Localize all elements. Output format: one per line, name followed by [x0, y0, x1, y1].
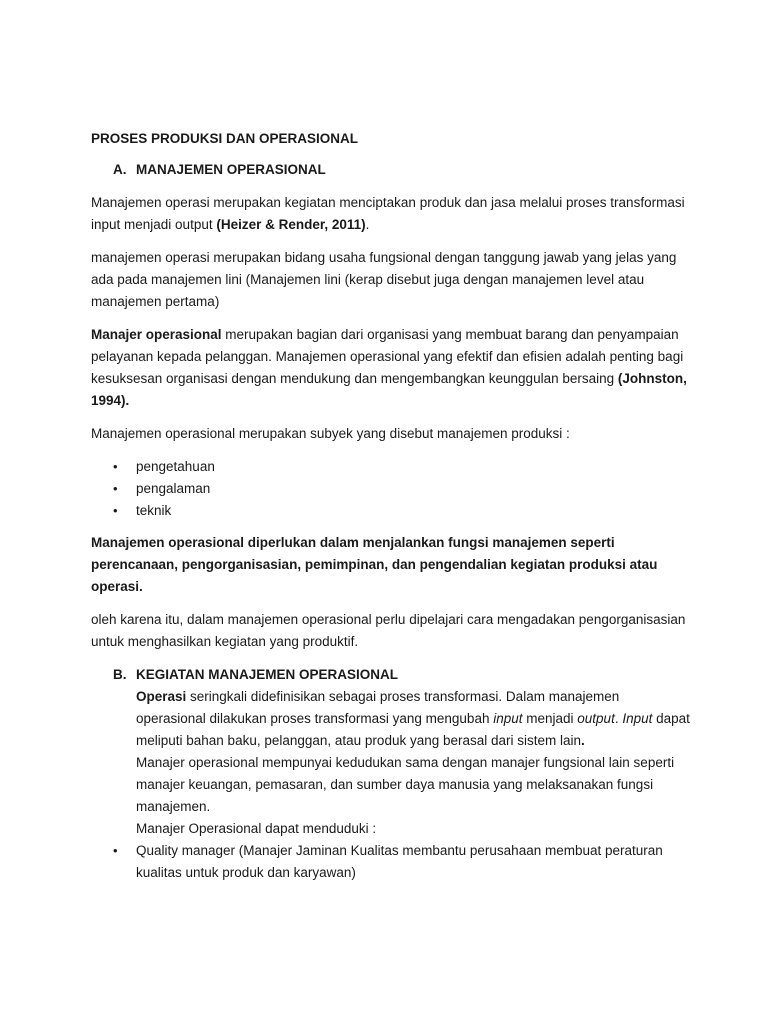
section-b-text-1: seringkali didefinisikan sebagai proses transformasi. Dalam manajemen operasional dilakukan proses transformasi yang mengubah	[136, 689, 620, 726]
term-input: input	[493, 711, 523, 726]
citation-johnston: (Johnston, 1994)	[91, 371, 687, 408]
paragraph-1	[91, 192, 691, 236]
bullet-icon: •	[113, 459, 118, 474]
paragraph-3-text: merupakan bagian dari organisasi yang membuat barang dan penyampaian pelayanan kepada pelanggan. Manajemen operasional yang efektif dan efisien adalah penting bagi kesuksesan organisasi dengan mendukung dan mengembangkan keunggulan bersaing	[91, 327, 684, 386]
paragraph-1-text: Manajemen operasi merupakan kegiatan menciptakan produk dan jasa melalui proses transformasi input menjadi output	[91, 195, 685, 232]
section-b-paragraph-3: Manajer Operasional dapat menduduki :	[136, 821, 377, 836]
document-content	[91, 128, 691, 894]
list-item	[91, 500, 691, 522]
list-item-text: pengetahuan	[136, 459, 215, 474]
paragraph-1-end: .	[365, 217, 370, 232]
citation-heizer: (Heizer & Render, 2011)	[216, 217, 366, 232]
term-operasi: Operasi	[136, 689, 187, 704]
bullet-icon: •	[113, 503, 118, 518]
paragraph-3	[91, 324, 691, 412]
list-item	[91, 840, 691, 884]
section-b-text-4: dapat meliputi bahan baku, pelanggan, atau produk yang berasal dari sistem lain	[136, 711, 690, 748]
section-b	[91, 664, 691, 884]
section-a-heading	[91, 159, 691, 181]
term-manajer-operasional: Manajer operasional	[91, 327, 222, 342]
section-a-title: MANAJEMEN OPERASIONAL	[136, 162, 326, 177]
bullet-icon: •	[113, 843, 118, 858]
section-b-letter: B.	[113, 667, 127, 682]
section-b-text-2: menjadi	[522, 711, 578, 726]
paragraph-5: Manajemen operasional diperlukan dalam menjalankan fungsi manajemen seperti perencanaan, pengorganisasian, pemimpinan, dan pengendalian kegiatan produksi atau operasi.	[91, 535, 658, 594]
term-input-2: Input	[622, 711, 653, 726]
list-item	[91, 456, 691, 478]
section-a-letter: A.	[113, 162, 127, 177]
list-item-text: teknik	[136, 503, 172, 518]
bullet-icon: •	[113, 481, 118, 496]
list-item-text: Quality manager (Manajer Jaminan Kualitas membantu perusahaan membuat peraturan kualitas untuk produk dan karyawan)	[136, 843, 663, 880]
paragraph-3-end: .	[125, 393, 130, 408]
section-b-paragraph	[91, 686, 691, 752]
bullet-list-1	[91, 456, 691, 522]
paragraph-6: oleh karena itu, dalam manajemen operasional perlu dipelajari cara mengadakan pengorganisasian untuk menghasilkan kegiatan yang produktif.	[91, 612, 686, 649]
section-b-heading	[91, 664, 691, 686]
section-b-text-3: .	[614, 711, 623, 726]
document-title: PROSES PRODUKSI DAN OPERASIONAL	[91, 131, 359, 146]
bullet-list-2	[91, 840, 691, 884]
section-b-text-end: .	[581, 733, 585, 748]
paragraph-2: manajemen operasi merupakan bidang usaha fungsional dengan tanggung jawab yang jelas yang ada pada manajemen lini (Manajemen lini (kerap disebut juga dengan manajemen level atau manajemen pertama)	[91, 250, 677, 309]
paragraph-4: Manajemen operasional merupakan subyek yang disebut manajemen produksi :	[91, 426, 570, 441]
term-output: output	[577, 711, 615, 726]
list-item-text: pengalaman	[136, 481, 211, 496]
section-b-paragraph-2: Manajer operasional mempunyai kedudukan sama dengan manajer fungsional lain seperti manajer keuangan, pemasaran, dan sumber daya manusia yang melaksanakan fungsi manajemen.	[136, 755, 675, 814]
section-b-title: KEGIATAN MANAJEMEN OPERASIONAL	[136, 667, 399, 682]
list-item	[91, 478, 691, 500]
